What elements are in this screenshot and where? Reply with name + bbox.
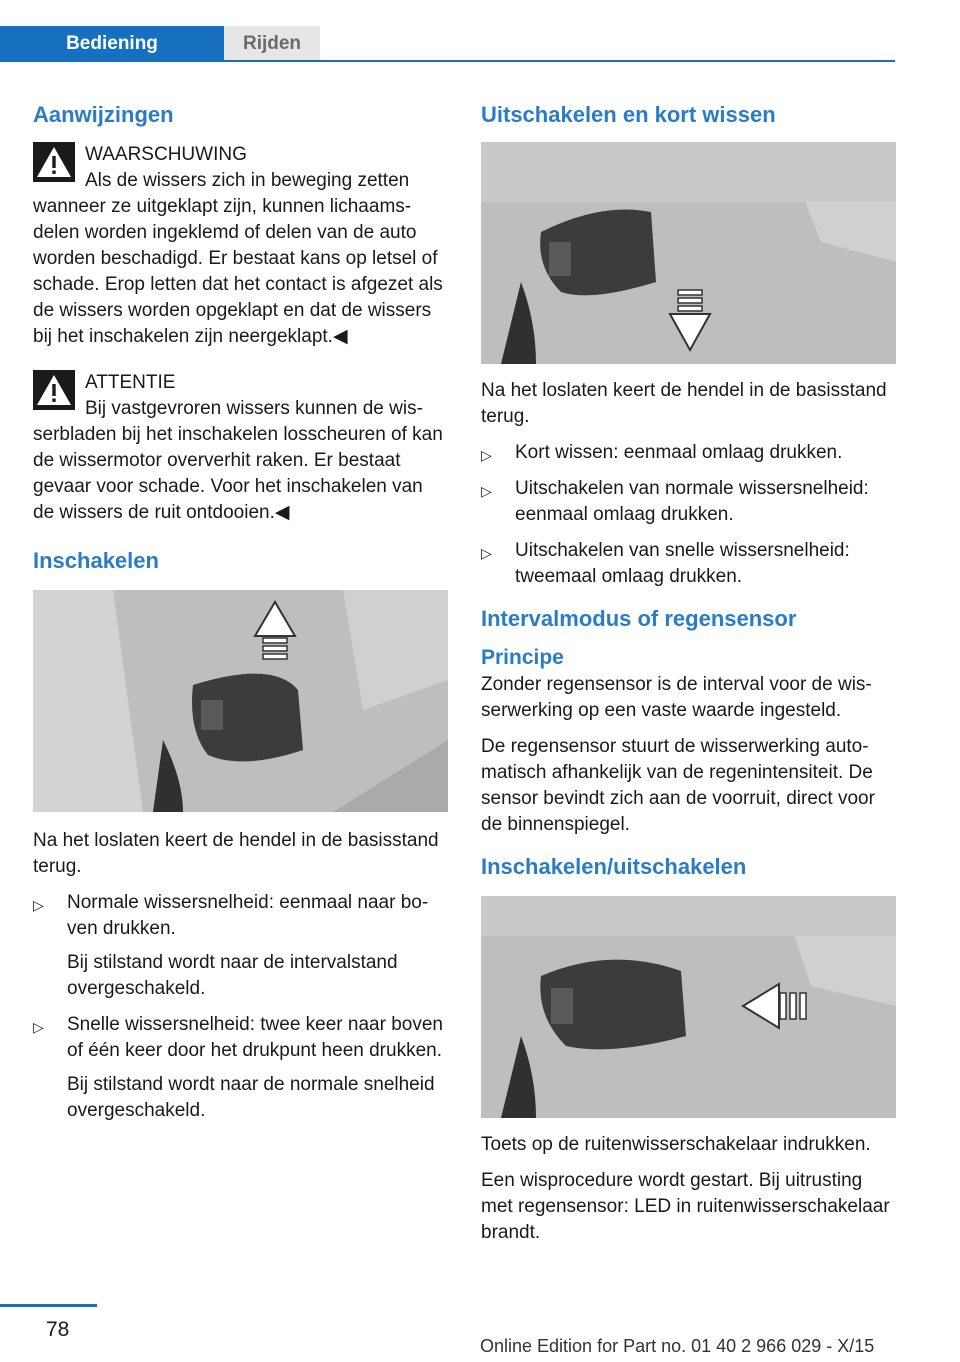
page-number: 78 [46,1318,70,1341]
warning-triangle-icon [33,142,75,182]
triangle-right-icon: ▷ [33,1019,44,1035]
heading-principe: Principe [481,646,564,669]
footer-accent-line [0,1304,97,1307]
list-item: ▷ Kort wissen: eenmaal omlaag drukken. [481,440,896,466]
heading-inschakelen: Inschakelen [33,548,159,573]
wiper-lever-down-image [481,142,896,364]
wiper-lever-up-image [33,590,448,812]
tab-bar [0,0,895,62]
tab-underline [0,60,895,62]
list-item: ▷ Normale wissersnelheid: eenmaal naar boven drukken. Bij stilstand wordt naar de intervalstand overgeschakeld. [33,892,429,999]
release-text: Na het loslaten keert de hendel in de basisstand terug. [481,380,887,427]
edition-text: Online Edition for Part no. 01 40 2 966 029 - X/15 [480,1336,875,1356]
release-text: Na het loslaten keert de hendel in de basisstand terug. [33,830,439,877]
off-steps-list [481,440,896,590]
list-item: ▷ Uitschakelen van snelle wissersnelheid: tweemaal omlaag drukken. [481,540,850,587]
attention-block [33,370,448,526]
right-column [481,100,896,1256]
triangle-right-icon: ▷ [481,483,492,499]
onoff-text-1: Toets op de ruitenwisserschakelaar indrukken. [481,1134,871,1155]
warning-block [33,142,448,350]
tab-bediening[interactable]: Bediening [0,26,224,62]
onoff-text-2: Een wisprocedure wordt gestart. Bij uitrusting met regensensor: LED in ruitenwisserschakelaar brandt. [481,1170,890,1243]
heading-interval: Intervalmodus of regensensor [481,606,797,631]
list-item: ▷ Snelle wissersnelheid: twee keer naar boven of één keer door het drukpunt heen drukken. Bij stilstand wordt naar de normale snelheid overgeschakeld. [33,1014,443,1121]
attention-body: Bij vastgevroren wissers kunnen de wisserbladen bij het inschakelen losscheuren of kan de wissermotor oververhit raken. Er bestaat gevaar voor schade. Voor het inschakelen van de wissers de ruit ontdooien.◀ [33,398,443,523]
list-item: ▷ Uitschakelen van normale wissersnelheid: eenmaal omlaag drukken. [481,478,869,525]
wiper-button-image [481,896,896,1118]
on-steps-list [33,890,448,1124]
heading-uitschakelen: Uitschakelen en kort wissen [481,102,776,127]
warning-title: WAARSCHUWING [85,144,247,165]
triangle-right-icon: ▷ [481,447,492,463]
triangle-right-icon: ▷ [33,897,44,913]
tab-rijden[interactable]: Rijden [224,26,320,62]
principle-text-1: Zonder regensensor is de interval voor de wisserwerking op een vaste waarde ingesteld. [481,674,872,721]
heading-aanwijzingen: Aanwijzingen [33,102,174,127]
principle-text-2: De regensensor stuurt de wisserwerking automatisch afhankelijk van de regenintensiteit. De sensor bevindt zich aan de voorruit, direct voor de binnenspiegel. [481,736,875,835]
triangle-right-icon: ▷ [481,545,492,561]
warning-body: Als de wissers zich in beweging zetten wanneer ze uitgeklapt zijn, kunnen lichaamsdelen worden ingeklemd of delen van de auto worden beschadigd. Er bestaat kans op letsel of schade. Erop letten dat het contact is afgezet als de wissers worden opgeklapt en dat de wissers bij het inschakelen zijn neergeklapt.◀ [33,170,443,347]
attention-title: ATTENTIE [85,372,176,393]
warning-triangle-icon [33,370,75,410]
left-column [33,100,448,1138]
heading-onoff: Inschakelen/uitschakelen [481,854,747,879]
